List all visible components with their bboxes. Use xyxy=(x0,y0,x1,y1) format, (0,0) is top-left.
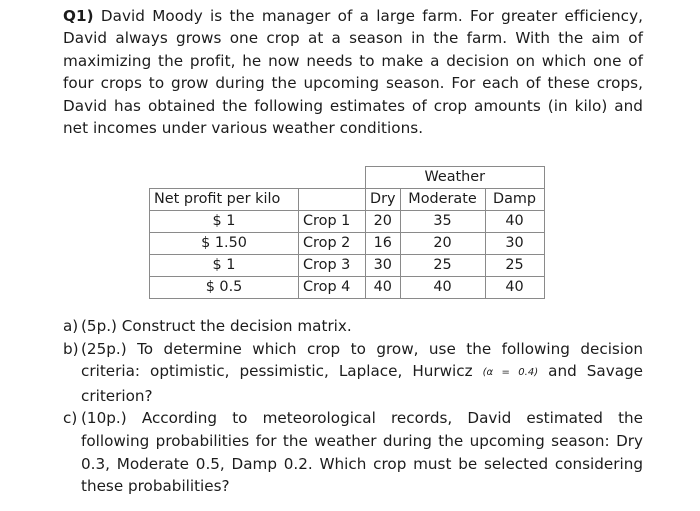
profit-cell: $ 0.5 xyxy=(150,277,299,299)
part-a xyxy=(63,315,643,338)
profit-cell: $ 1.50 xyxy=(150,233,299,255)
condition-damp: Damp xyxy=(485,189,544,211)
part-c xyxy=(63,407,643,497)
table-row xyxy=(150,233,545,255)
condition-dry: Dry xyxy=(366,189,401,211)
crop-cell: Crop 2 xyxy=(299,233,366,255)
dry-cell: 16 xyxy=(366,233,401,255)
crop-cell: Crop 1 xyxy=(299,211,366,233)
table-subheader-row xyxy=(150,189,545,211)
question-number: Q1) xyxy=(63,7,94,25)
damp-cell: 40 xyxy=(485,211,544,233)
profit-cell: $ 1 xyxy=(150,211,299,233)
crop-data-table xyxy=(149,166,545,299)
damp-cell: 25 xyxy=(485,255,544,277)
dry-cell: 20 xyxy=(366,211,401,233)
crop-header-blank xyxy=(299,189,366,211)
question-intro xyxy=(63,5,643,139)
moderate-cell: 20 xyxy=(400,233,485,255)
crop-cell: Crop 3 xyxy=(299,255,366,277)
condition-moderate: Moderate xyxy=(400,189,485,211)
part-a-label: a) xyxy=(63,317,79,335)
question-text: David Moody is the manager of a large farm. For greater efficiency, David always grows one crop at a season in the farm. With the aim of maximizing the profit, he now needs to make a decision on which one of four crops to grow during the upcoming season. For each of these crops, David has obtained the following estimates of crop amounts (in kilo) and net incomes under various weather conditions. xyxy=(63,7,643,138)
moderate-cell: 25 xyxy=(400,255,485,277)
table-row xyxy=(150,255,545,277)
table-row xyxy=(150,211,545,233)
damp-cell: 40 xyxy=(485,277,544,299)
part-a-text: (5p.) Construct the decision matrix. xyxy=(81,317,352,335)
part-c-label: c) xyxy=(63,409,78,428)
profit-cell: $ 1 xyxy=(150,255,299,277)
alpha-value: (α = 0.4) xyxy=(482,367,539,379)
part-b-text-end: and Savage criterion? xyxy=(81,362,643,405)
part-b xyxy=(63,338,643,408)
part-b-text: (25p.) To determine which crop to grow, use the following decision criteria: optimistic, pessimistic, Laplace, Hurwicz xyxy=(81,339,643,381)
weather-header: Weather xyxy=(366,167,545,189)
question-parts xyxy=(63,315,643,498)
dry-cell: 40 xyxy=(366,277,401,299)
moderate-cell: 40 xyxy=(400,277,485,299)
crop-cell: Crop 4 xyxy=(299,277,366,299)
damp-cell: 30 xyxy=(485,233,544,255)
moderate-cell: 35 xyxy=(400,211,485,233)
table-row xyxy=(150,277,545,299)
net-profit-header: Net profit per kilo xyxy=(150,189,299,211)
part-c-text: (10p.) According to meteorological records, David estimated the following probabilities for the weather during the upcoming season: Dry 0.3, Moderate 0.5, Damp 0.2. Which crop must be selected considering these probabilities? xyxy=(81,409,643,496)
dry-cell: 30 xyxy=(366,255,401,277)
part-b-label: b) xyxy=(63,339,79,358)
table-header-row xyxy=(150,167,545,189)
